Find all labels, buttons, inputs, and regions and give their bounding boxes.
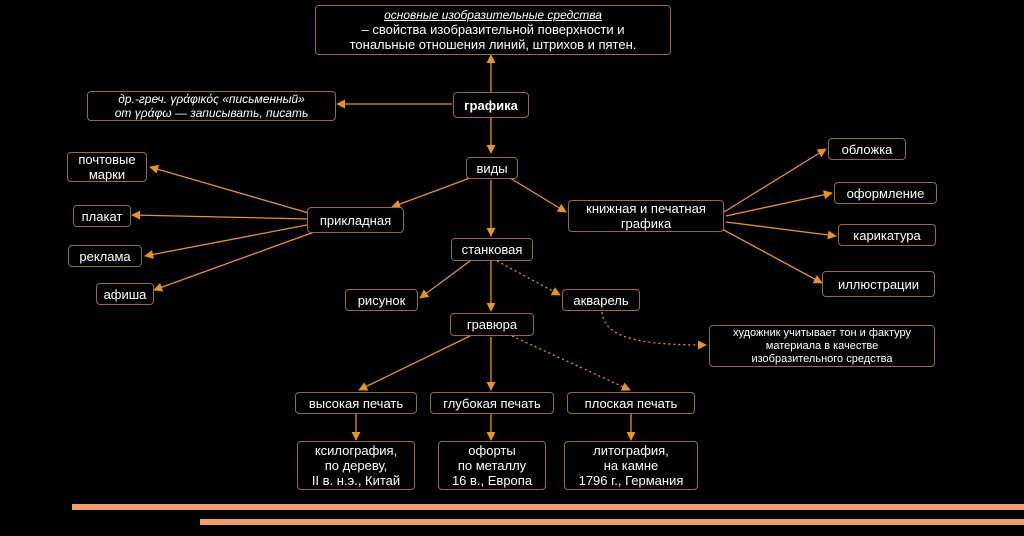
illustrations-node bbox=[822, 271, 935, 297]
poster-label: плакат bbox=[81, 208, 123, 224]
ads-label: реклама bbox=[79, 248, 131, 264]
flat-print-label: плоская печать bbox=[584, 395, 678, 411]
note-line-3: изобразительного средства bbox=[751, 352, 893, 365]
watercolor-node bbox=[562, 289, 640, 311]
cover-node bbox=[828, 138, 906, 160]
link-book-cover bbox=[724, 149, 826, 212]
etymology-line-2: от γράφω — записывать, писать bbox=[114, 106, 309, 120]
decor-stripe-upper bbox=[72, 504, 1024, 510]
watercolor-label: акварель bbox=[573, 292, 629, 308]
link-easel-watercolor bbox=[497, 261, 560, 295]
kinds-label: виды bbox=[476, 160, 508, 176]
engraving-label: гравюра bbox=[466, 317, 518, 332]
definition-box bbox=[315, 5, 671, 55]
link-book-illustrations bbox=[722, 229, 822, 283]
link-book-design bbox=[726, 193, 832, 216]
stamps-node bbox=[67, 152, 147, 182]
playbill-node bbox=[96, 283, 154, 305]
applied-node bbox=[307, 207, 404, 233]
root-node-graphics bbox=[453, 92, 529, 118]
lithography-node bbox=[564, 441, 698, 490]
definition-title: основные изобразительные средства bbox=[384, 8, 602, 22]
definition-line-2: – свойства изобразительной поверхности и bbox=[361, 22, 625, 37]
definition-line-3: тональные отношения линий, штрихов и пятен. bbox=[349, 37, 637, 52]
design-node bbox=[834, 182, 937, 204]
note-line-2: материала в качестве bbox=[765, 339, 879, 352]
playbill-label: афиша bbox=[103, 286, 147, 302]
link-kinds-applied bbox=[392, 178, 470, 207]
drawing-label: рисунок bbox=[357, 292, 406, 308]
drawing-node bbox=[345, 289, 418, 311]
lithography-line-1: литография, bbox=[593, 443, 669, 458]
book-line-2: графика bbox=[620, 216, 672, 231]
easel-node bbox=[451, 238, 533, 261]
etching-line-2: по металлу bbox=[457, 458, 527, 473]
etching-line-3: 16 в., Европа bbox=[451, 473, 533, 488]
link-applied-ads bbox=[145, 224, 312, 256]
link-engraving-high bbox=[359, 336, 470, 390]
xylography-line-1: ксилография, bbox=[314, 443, 398, 458]
high-print-label: высокая печать bbox=[308, 395, 404, 411]
etymology-line-1: др.-греч. γράφικός «письменный» bbox=[118, 92, 305, 106]
xylography-line-2: по дереву, bbox=[324, 458, 388, 473]
applied-label: прикладная bbox=[319, 212, 392, 228]
link-applied-playbill bbox=[154, 231, 317, 290]
kinds-node bbox=[466, 157, 518, 179]
caricature-node bbox=[838, 224, 936, 246]
etching-line-1: офорты bbox=[468, 443, 516, 458]
stamps-line-2: марки bbox=[88, 167, 126, 182]
book-line-1: книжная и печатная bbox=[586, 201, 706, 216]
deep-print-node bbox=[430, 392, 554, 414]
note-line-1: художник учитывает тон и фактуру bbox=[733, 326, 911, 339]
engraving-node bbox=[450, 313, 534, 336]
xylography-node bbox=[297, 441, 415, 490]
stamps-line-1: почтовые bbox=[78, 152, 136, 167]
book-graphics-node bbox=[568, 200, 724, 232]
lithography-line-2: на камне bbox=[603, 458, 659, 473]
caricature-label: карикатура bbox=[853, 227, 921, 243]
etching-node bbox=[438, 441, 546, 490]
ads-node bbox=[68, 245, 142, 267]
flat-print-node bbox=[567, 392, 695, 414]
illustrations-label: иллюстрации bbox=[837, 276, 920, 292]
cover-label: обложка bbox=[841, 141, 893, 157]
link-engraving-flat bbox=[512, 336, 630, 390]
link-watercolor-note bbox=[602, 312, 706, 345]
decor-stripe-lower bbox=[200, 519, 1024, 525]
link-book-caricature bbox=[726, 222, 836, 236]
design-label: оформление bbox=[846, 185, 925, 201]
link-easel-drawing bbox=[420, 261, 470, 298]
watercolor-note bbox=[709, 325, 935, 367]
deep-print-label: глубокая печать bbox=[443, 395, 541, 411]
high-print-node bbox=[295, 392, 417, 414]
easel-label: станковая bbox=[461, 242, 523, 257]
link-kinds-book bbox=[510, 178, 566, 212]
lithography-line-3: 1796 г., Германия bbox=[578, 473, 684, 488]
xylography-line-3: II в. н.э., Китай bbox=[311, 473, 401, 488]
link-applied-poster bbox=[132, 215, 310, 219]
poster-node bbox=[73, 205, 131, 227]
root-label: графика bbox=[464, 97, 518, 113]
etymology-box bbox=[87, 91, 336, 121]
link-applied-stamps bbox=[150, 167, 312, 214]
